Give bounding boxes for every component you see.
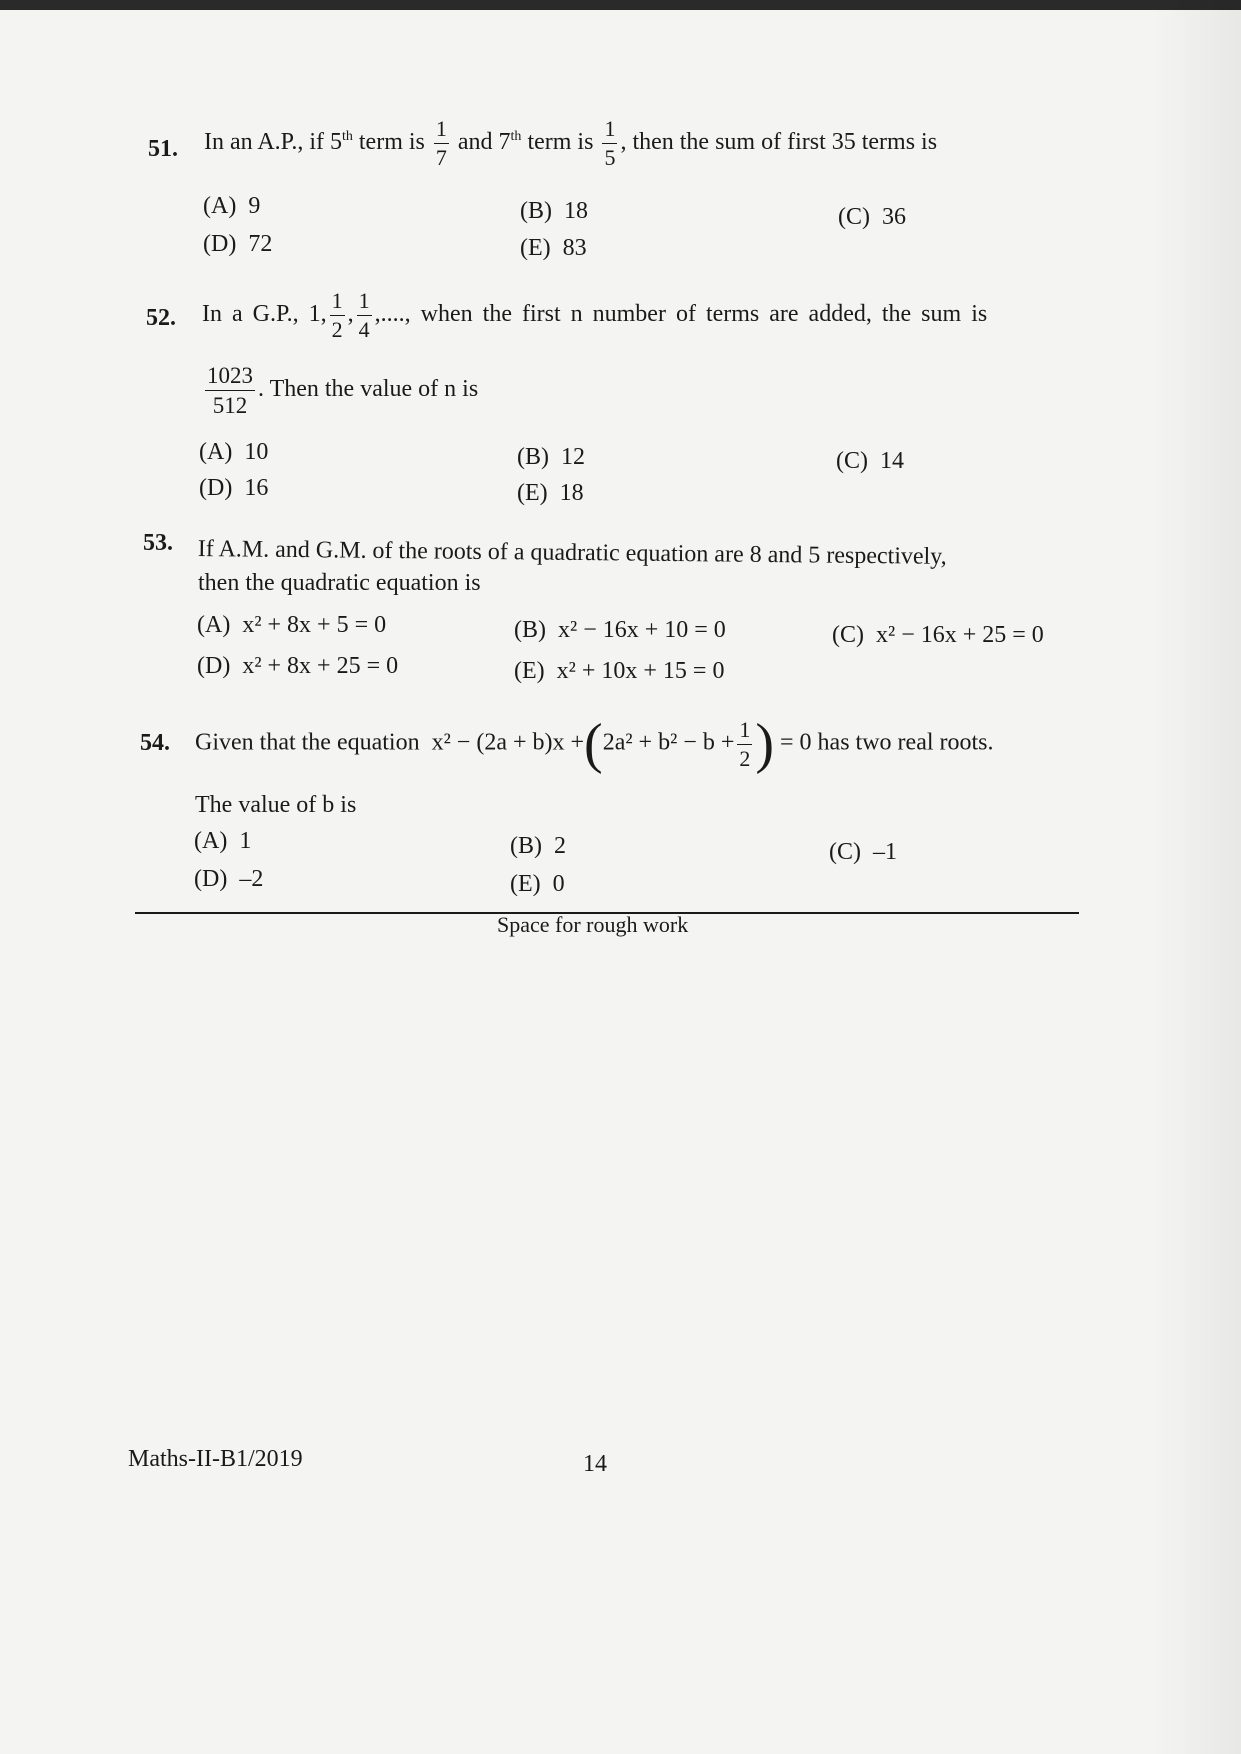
question-number: 51. [148,136,178,162]
scan-page-shadow [1151,0,1241,1754]
option-b[interactable]: (B) 12 [517,444,585,470]
page-number: 14 [583,1451,607,1477]
option-a[interactable]: (A) x² + 8x + 5 = 0 [197,612,387,638]
rough-work-label: Space for rough work [497,912,689,937]
question-text: In an A.P., if 5th term is $\frac{1}{7}$ and 7th term is $\frac{1}{5}$ , then the sum of first 35 terms is [204,116,938,170]
option-e[interactable]: (E) 18 [517,480,584,506]
option-b[interactable]: (B) 2 [510,833,566,859]
option-c[interactable]: (C) –1 [829,839,897,865]
option-c[interactable]: (C) x² − 16x + 25 = 0 [832,622,1044,648]
fraction: $\frac{1}{4}$ [358,288,370,342]
question-text-line2: then the quadratic equation is [198,570,481,596]
question-text-line1: If A.M. and G.M. of the roots of a quadratic equation are 8 and 5 respectively, [197,536,947,570]
question-number: 53. [143,530,173,556]
option-c[interactable]: (C) 14 [836,448,904,474]
question-text: Given that the equation x² − (2a + b)x +(2a² + b² − b + $\frac{1}{2}$ ) = 0 has two real roots. [195,713,994,775]
question-number: 54. [140,730,170,756]
option-d[interactable]: (D) –2 [194,866,264,892]
option-c[interactable]: (C) 36 [838,204,906,230]
paper-code: Maths-II-B1/2019 [128,1446,303,1472]
option-a[interactable]: (A) 9 [203,193,261,219]
option-e[interactable]: (E) x² + 10x + 15 = 0 [514,658,725,684]
option-a[interactable]: (A) 1 [194,828,252,854]
option-a[interactable]: (A) 10 [199,439,269,465]
left-paren: ( [584,713,603,775]
equation: x² − (2a + b)x + [431,729,585,756]
fraction: $\frac{1}{2}$ [739,716,751,771]
option-e[interactable]: (E) 0 [510,871,565,897]
option-b[interactable]: (B) 18 [520,198,588,224]
question-text-line2: $\frac{1023}{512}$ . Then the value of n is [207,363,479,418]
fraction: $\frac{1023}{512}$ [207,363,253,418]
option-d[interactable]: (D) 72 [203,231,273,257]
fraction: $\frac{1}{5}$ [604,116,616,170]
fraction: $\frac{1}{2}$ [331,288,343,342]
fraction: $\frac{1}{7}$ [435,116,447,170]
question-number: 52. [146,305,176,331]
option-e[interactable]: (E) 83 [520,235,587,261]
option-d[interactable]: (D) 16 [199,475,269,501]
question-text: In a G.P., 1, $\frac{1}{2}$ , $\frac{1}{4}$ ,...., when the first n number of terms are added, the sum is [202,288,988,342]
option-d[interactable]: (D) x² + 8x + 25 = 0 [197,653,399,679]
scan-top-border [0,0,1241,10]
right-paren: ) [755,713,775,775]
option-b[interactable]: (B) x² − 16x + 10 = 0 [514,617,726,643]
question-text-line2: The value of b is [195,792,357,818]
